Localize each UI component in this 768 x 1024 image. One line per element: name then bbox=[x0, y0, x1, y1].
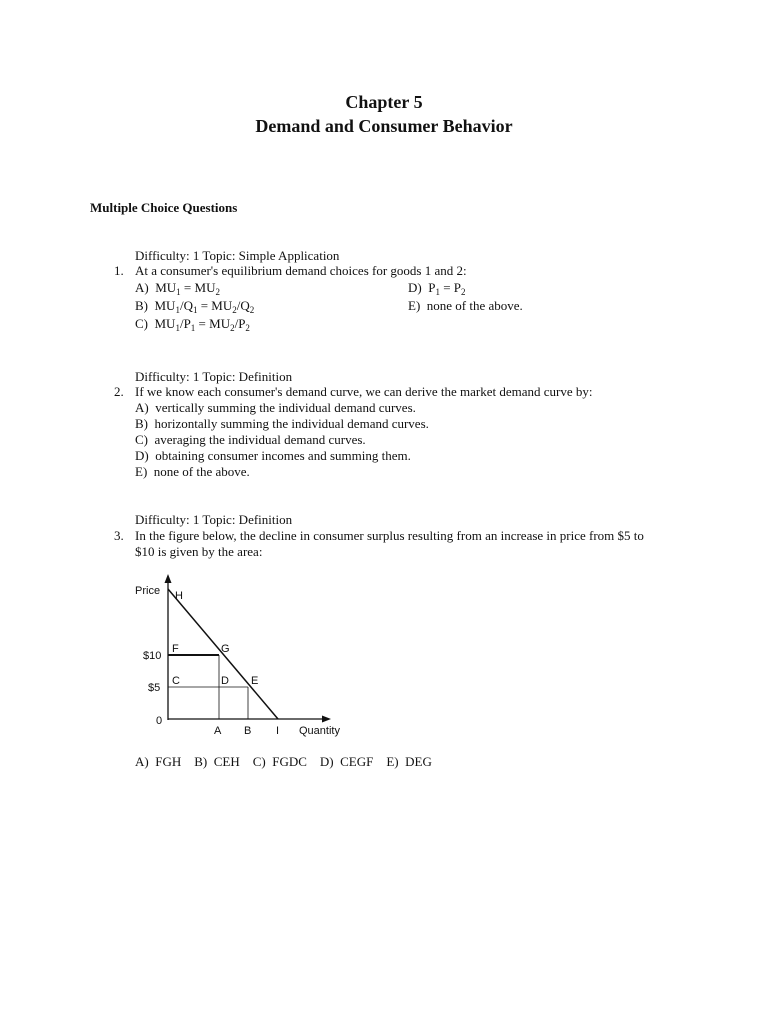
q3-text-line2: $10 is given by the area: bbox=[135, 544, 263, 559]
q2-text: If we know each consumer's demand curve, we can derive the market demand curve by: bbox=[135, 384, 593, 399]
point-f-label: F bbox=[172, 643, 179, 655]
q2-number: 2. bbox=[114, 384, 124, 399]
q1-meta: Difficulty: 1 Topic: Simple Application bbox=[135, 248, 340, 263]
point-e-label: E bbox=[251, 675, 259, 687]
x-axis-label: Quantity bbox=[299, 725, 340, 737]
point-h-label: H bbox=[175, 590, 183, 602]
q2-option-a: A) vertically summing the individual demand curves. bbox=[135, 400, 416, 415]
q2-option-b: B) horizontally summing the individual demand curves. bbox=[135, 416, 429, 431]
q2-meta: Difficulty: 1 Topic: Definition bbox=[135, 369, 293, 384]
q3-answer-options: A) FGH B) CEH C) FGDC D) CEGF E) DEG bbox=[135, 754, 432, 769]
q3-text-line1: In the figure below, the decline in consumer surplus resulting from an increase in price from $5 to bbox=[135, 528, 644, 543]
q1-number: 1. bbox=[114, 263, 124, 278]
q1-option-b: B) $MU_1/Q_1 = MU_2/Q_2$ bbox=[135, 298, 255, 315]
q1-option-d: D) $P_1 = P_2$ bbox=[408, 280, 466, 297]
q1-option-a: A) $MU_1 = MU_2$ bbox=[135, 280, 220, 297]
consumer-surplus-figure bbox=[125, 570, 365, 750]
x-tick-a: A bbox=[214, 725, 222, 737]
q1-option-c: C) $MU_1/P_1 = MU_2/P_2$ bbox=[135, 316, 250, 333]
y-tick-5: $5 bbox=[148, 682, 161, 694]
q2-option-e: E) none of the above. bbox=[135, 464, 250, 479]
y-axis-label: Price bbox=[135, 585, 161, 597]
section-title: Multiple Choice Questions bbox=[90, 200, 238, 215]
q2-option-d: D) obtaining consumer incomes and summing them. bbox=[135, 448, 411, 463]
y-tick-10: $10 bbox=[143, 650, 162, 662]
point-d-label: D bbox=[221, 675, 229, 687]
q2-option-c: C) averaging the individual demand curves. bbox=[135, 432, 366, 447]
q3-meta: Difficulty: 1 Topic: Definition bbox=[135, 512, 293, 527]
x-axis-arrow bbox=[322, 716, 331, 723]
q1-option-e: E) none of the above. bbox=[408, 298, 523, 313]
chapter-heading: Chapter 5 bbox=[345, 92, 423, 112]
q3-number: 3. bbox=[114, 528, 124, 543]
x-tick-i: I bbox=[276, 725, 280, 737]
point-c-label: C bbox=[172, 675, 180, 687]
y-axis-arrow bbox=[165, 574, 172, 583]
x-tick-b: B bbox=[244, 725, 252, 737]
y-tick-0: 0 bbox=[156, 715, 163, 727]
point-g-label: G bbox=[221, 643, 230, 655]
chapter-title: Demand and Consumer Behavior bbox=[255, 116, 513, 136]
q1-text: At a consumer's equilibrium demand choices for goods 1 and 2: bbox=[135, 263, 467, 278]
